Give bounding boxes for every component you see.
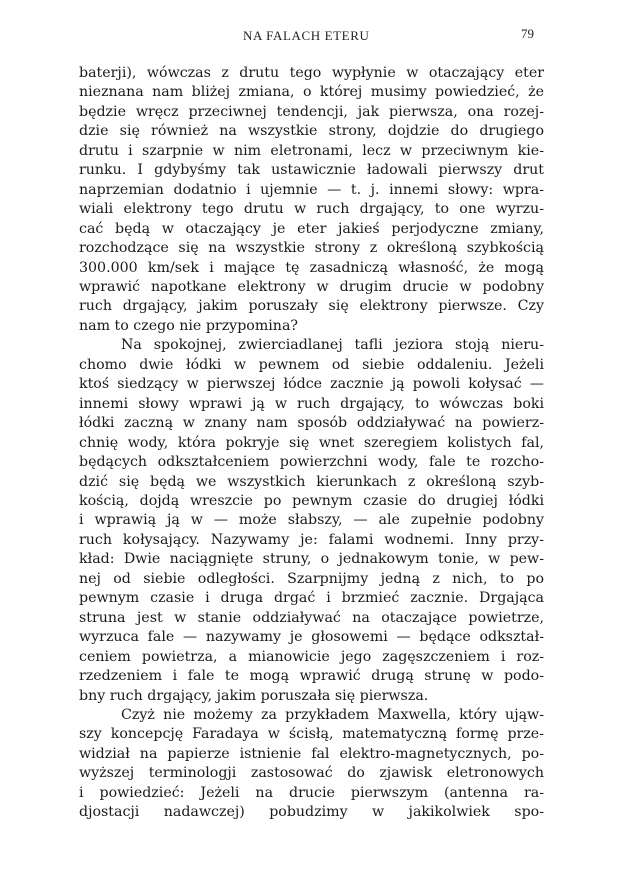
text-line: nej od siebie odległości. Szarpnijmy jedną z nich, to po bbox=[79, 570, 544, 587]
text-line: ruch kołysający. Nazywamy je: falami wodnemi. Inny przy- bbox=[79, 531, 544, 548]
text-line: innemi słowy wprawi ją w ruch drgający, to wówczas boki bbox=[79, 395, 544, 412]
text-line: widział na papierze istnienie fal elektro-magnetycznych, po- bbox=[79, 745, 544, 762]
text-line: będzie wręcz przeciwnej tendencji, jak pierwsza, ona rozej- bbox=[79, 103, 544, 120]
text-line: struna jest w stanie oddziaływać na otaczające powietrze, bbox=[79, 609, 544, 626]
text-line: nam to czego nie przypomina? bbox=[79, 317, 299, 334]
text-line: drutu i szarpnie w nim eletronami, lecz w przeciwnym kie- bbox=[79, 142, 544, 159]
text-line: szy koncepcję Faradaya w ścisłą, matematyczną formę prze- bbox=[79, 726, 544, 743]
text-line: nieznana nam bliżej zmiana, o której musimy powiedzieć, że bbox=[79, 84, 544, 101]
text-line: ceniem powietrza, a mianowicie jego zagęszczeniem i roz- bbox=[79, 648, 544, 665]
text-line: i wprawią ją w — może słabszy, — ale zupełnie podobny bbox=[79, 512, 544, 529]
text-line: dzie się również na wszystkie strony, dojdzie do drugiego bbox=[79, 123, 544, 140]
text-line: Na spokojnej, zwierciadlanej tafli jeziora stoją nieru- bbox=[121, 337, 544, 354]
text-line: runku. I gdybyśmy tak ustawicznie ładowali pierwszy drut bbox=[79, 162, 544, 179]
text-line: dzić się będą we wszystkich kierunkach z określoną szyb- bbox=[79, 473, 544, 490]
text-line: wyrzuca fale — nazywamy je głosowemi — będące odkształ- bbox=[79, 629, 544, 646]
text-line: ruch drgający, jakim poruszały się elektrony pierwsze. Czy bbox=[79, 298, 544, 315]
body-text bbox=[79, 64, 544, 823]
text-line: chnię wody, która pokryje się wnet szeregiem kolistych fal, bbox=[79, 434, 544, 451]
text-line: łódki zaczną w znany nam sposób oddziaływać na powierz- bbox=[79, 415, 544, 432]
text-line: rozchodzące się na wszystkie strony z określoną szybkością bbox=[79, 240, 544, 257]
running-title: NA FALACH ETERU bbox=[243, 28, 370, 43]
text-line: baterji), wówczas z drutu tego wypłynie w otaczający eter bbox=[79, 65, 544, 81]
paragraph-3 bbox=[79, 706, 544, 823]
text-line: 300.000 km/sek i mające tę zasadniczą własność, że mogą bbox=[79, 259, 544, 276]
text-line: wiali elektrony tego drutu w ruch drgający, to one wyrzu- bbox=[79, 201, 544, 218]
text-line: bny ruch drgający, jakim poruszała się pierwsza. bbox=[79, 687, 429, 704]
text-line: djostacji nadawczej) pobudzimy w jakikolwiek spo- bbox=[79, 804, 544, 821]
text-line: będących odkształceniem powierzchni wody, fale te rozcho- bbox=[79, 454, 544, 471]
text-line: rzedzeniem i fale te mogą wprawić drugą strunę w podo- bbox=[79, 668, 544, 685]
text-line: cać będą w otaczający je eter jakieś perjodyczne zmiany, bbox=[79, 220, 544, 237]
text-line: kością, dojdą wreszcie po pewnym czasie do drugiej łódki bbox=[79, 492, 544, 509]
paragraph-1 bbox=[79, 64, 544, 336]
text-line: wprawić napotkane elektrony w drugim drucie w podobny bbox=[79, 278, 544, 295]
text-line: Czyż nie możemy za przykładem Maxwella, który ująw- bbox=[121, 706, 544, 723]
text-line: wyższej terminologji zastosować do zjawisk eletronowych bbox=[79, 765, 544, 782]
paragraph-2 bbox=[79, 336, 544, 706]
text-line: pewnym czasie i druga drgać i brzmieć zacznie. Drgająca bbox=[79, 590, 544, 607]
page-number: 79 bbox=[521, 26, 534, 41]
text-line: kład: Dwie naciągnięte struny, o jednakowym tonie, w pew- bbox=[79, 551, 544, 568]
text-line: chomo dwie łódki w pewnem od siebie oddaleniu. Jeżeli bbox=[79, 356, 544, 373]
text-line: ktoś siedzący w pierwszej łódce zacznie ją powoli kołysać — bbox=[79, 376, 544, 393]
text-line: i powiedzieć: Jeżeli na drucie pierwszym (antenna ra- bbox=[79, 784, 544, 801]
text-line: naprzemian dodatnio i ujemnie — t. j. innemi słowy: wpra- bbox=[79, 181, 544, 198]
